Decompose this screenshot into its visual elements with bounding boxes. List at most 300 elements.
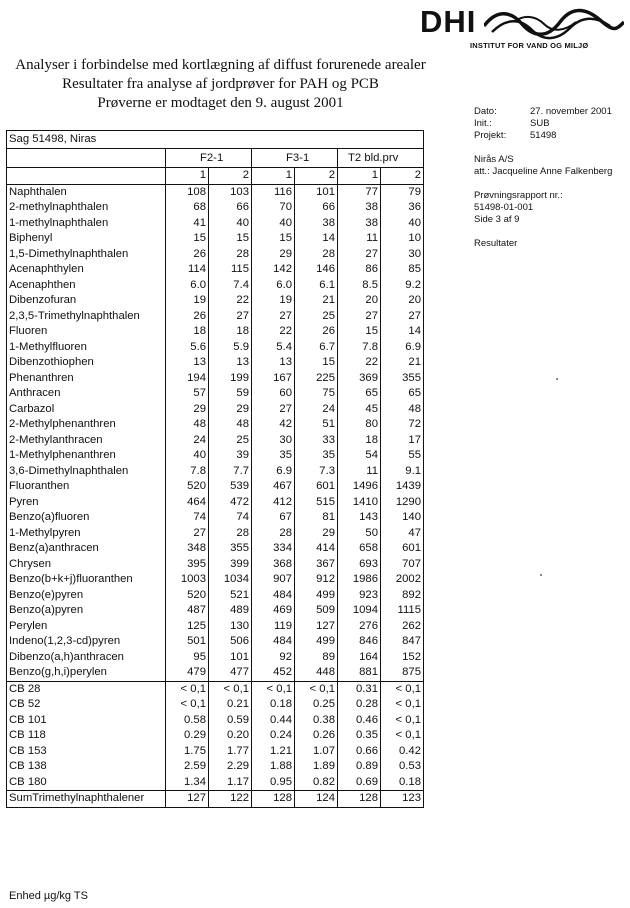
value-cell: 27 [338,247,381,263]
value-cell: 66 [295,200,338,216]
group-header-row [7,149,424,168]
compound-name: Benzo(e)pyren [9,588,84,601]
table-row [7,324,424,340]
value-cell: 0.59 [209,713,252,729]
table-row [7,665,424,681]
date-value: 27. november 2001 [530,106,612,117]
report-title [8,56,433,113]
title-line-3: Prøverne er modtaget den 9. august 2001 [97,95,344,111]
value-cell: 119 [252,619,295,635]
value-cell: 368 [252,557,295,573]
compound-name: Naphthalen [9,185,67,198]
value-cell: 15 [252,231,295,247]
value-cell: 27 [338,309,381,325]
value-cell: 0.18 [381,775,424,791]
sum-row [7,791,424,808]
compound-name: CB 118 [9,729,46,742]
value-cell: 33 [295,433,338,449]
logo-tagline: INSTITUT FOR VAND OG MILJØ [470,41,589,50]
value-cell: 42 [252,417,295,433]
report-number: 51498-01-001 [474,202,534,213]
value-cell: 128 [338,791,381,808]
value-cell: 0.26 [295,728,338,744]
value-cell: 499 [295,588,338,604]
value-cell: 539 [209,479,252,495]
project-value: 51498 [530,130,557,141]
value-cell: 0.25 [295,697,338,713]
value-cell: < 0,1 [381,697,424,713]
compound-name: Chrysen [9,557,52,570]
wave-logo-icon [484,8,624,40]
value-cell: 40 [209,216,252,232]
compound-name: Pyren [9,495,39,508]
value-cell: 7.3 [295,464,338,480]
table-row [7,681,424,697]
value-cell: 2002 [381,572,424,588]
value-cell: 1410 [338,495,381,511]
value-cell: 92 [252,650,295,666]
table-row [7,495,424,511]
value-cell: 67 [252,510,295,526]
value-cell: 40 [166,448,209,464]
case-row [7,131,424,149]
replicate-header-row [7,168,424,185]
value-cell: 10 [381,231,424,247]
value-cell: 464 [166,495,209,511]
value-cell: 79 [381,184,424,200]
value-cell: 103 [209,184,252,200]
section-label: Resultater [474,238,518,249]
value-cell: 501 [166,634,209,650]
value-cell: 51 [295,417,338,433]
compound-name: Anthracen [9,387,61,400]
value-cell: 469 [252,603,295,619]
value-cell: 20 [381,293,424,309]
attention-line: att.: Jacqueline Anne Falkenberg [474,166,613,177]
table-row [7,572,424,588]
value-cell: 5.4 [252,340,295,356]
init-label: Init.: [474,118,492,129]
value-cell: 127 [166,791,209,808]
value-cell: 89 [295,650,338,666]
value-cell: 1.17 [209,775,252,791]
value-cell: < 0,1 [381,728,424,744]
value-cell: 18 [209,324,252,340]
value-cell: 18 [338,433,381,449]
value-cell: 9.1 [381,464,424,480]
compound-name: 1-methylnaphthalen [9,216,109,229]
value-cell: 395 [166,557,209,573]
value-cell: 75 [295,386,338,402]
compound-name: 2,3,5-Trimethylnaphthalen [9,309,140,322]
table-row [7,650,424,666]
value-cell: 11 [338,231,381,247]
table-row [7,713,424,729]
value-cell: < 0,1 [252,681,295,697]
value-cell: 35 [252,448,295,464]
value-cell: 74 [209,510,252,526]
scan-speck [556,378,558,380]
value-cell: 0.29 [166,728,209,744]
report-number-label: Prøvningsrapport nr.: [474,190,563,201]
results-table [6,130,424,808]
value-cell: 20 [338,293,381,309]
value-cell: 399 [209,557,252,573]
compound-name: Acenaphthen [9,278,76,291]
table-row [7,448,424,464]
value-cell: 1496 [338,479,381,495]
unit-note: Enhed µg/kg TS [9,890,88,902]
value-cell: 142 [252,262,295,278]
value-cell: 25 [209,433,252,449]
value-cell: 65 [338,386,381,402]
title-line-2: Resultater fra analyse af jordprøver for PAH og PCB [62,76,379,92]
value-cell: 515 [295,495,338,511]
value-cell: 39 [209,448,252,464]
table-row [7,340,424,356]
table-row [7,697,424,713]
value-cell: 6.9 [252,464,295,480]
value-cell: 18 [166,324,209,340]
value-cell: 72 [381,417,424,433]
compound-name: Dibenzo(a,h)anthracen [9,650,124,663]
table-row [7,744,424,760]
compound-name: Perylen [9,619,48,632]
value-cell: 41 [166,216,209,232]
value-cell: 489 [209,603,252,619]
value-cell: < 0,1 [209,681,252,697]
compound-name: Carbazol [9,402,55,415]
value-cell: 262 [381,619,424,635]
value-cell: 27 [209,309,252,325]
value-cell: < 0,1 [166,681,209,697]
value-cell: 0.69 [338,775,381,791]
value-cell: 81 [295,510,338,526]
value-cell: 21 [381,355,424,371]
value-cell: 1.21 [252,744,295,760]
value-cell: 6.0 [252,278,295,294]
table-row [7,603,424,619]
value-cell: 907 [252,572,295,588]
group-header: T2 bld.prv [338,149,424,168]
value-cell: 140 [381,510,424,526]
value-cell: 1.34 [166,775,209,791]
value-cell: 414 [295,541,338,557]
group-header: F3-1 [252,149,338,168]
value-cell: 0.82 [295,775,338,791]
value-cell: 127 [295,619,338,635]
value-cell: 520 [166,588,209,604]
case-title: Sag 51498, Niras [7,131,424,149]
value-cell: 25 [295,309,338,325]
table-row [7,231,424,247]
value-cell: 17 [381,433,424,449]
compound-name: Benzo(g,h,i)perylen [9,666,107,679]
table-row [7,479,424,495]
page-number: Side 3 af 9 [474,214,520,225]
compound-name: 2-Methylphenanthren [9,418,116,431]
value-cell: 1115 [381,603,424,619]
value-cell: 48 [381,402,424,418]
value-cell: 479 [166,665,209,681]
value-cell: 24 [166,433,209,449]
value-cell: 707 [381,557,424,573]
value-cell: 0.42 [381,744,424,760]
value-cell: 467 [252,479,295,495]
compound-name: Indeno(1,2,3-cd)pyren [9,635,121,648]
replicate-header: 2 [209,168,252,185]
value-cell: 355 [209,541,252,557]
value-cell: 66 [209,200,252,216]
logo-wordmark: DHI [420,4,477,39]
value-cell: 38 [295,216,338,232]
table-row [7,262,424,278]
compound-name: Fluoren [9,325,48,338]
value-cell: 30 [381,247,424,263]
value-cell: 1986 [338,572,381,588]
value-cell: 95 [166,650,209,666]
value-cell: 2.59 [166,759,209,775]
value-cell: 355 [381,371,424,387]
compound-name: Fluoranthen [9,480,70,493]
value-cell: 1.75 [166,744,209,760]
value-cell: 40 [381,216,424,232]
value-cell: 0.95 [252,775,295,791]
value-cell: 130 [209,619,252,635]
value-cell: 13 [166,355,209,371]
value-cell: 13 [209,355,252,371]
value-cell: 47 [381,526,424,542]
value-cell: 0.53 [381,759,424,775]
value-cell: 0.44 [252,713,295,729]
table-row [7,216,424,232]
value-cell: 27 [381,309,424,325]
value-cell: 167 [252,371,295,387]
compound-name: Biphenyl [9,232,53,245]
value-cell: 26 [166,309,209,325]
value-cell: 923 [338,588,381,604]
compound-name: SumTrimethylnaphthalener [7,791,166,808]
compound-name: CB 180 [9,775,47,788]
table-row [7,200,424,216]
value-cell: 30 [252,433,295,449]
compound-name: CB 28 [7,681,166,697]
table-row [7,728,424,744]
value-cell: 1.07 [295,744,338,760]
compound-name: 1-Methylpyren [9,526,81,539]
compound-name: Benzo(a)fluoren [9,511,90,524]
replicate-header: 1 [252,168,295,185]
compound-name: CB 52 [9,698,41,711]
init-value: SUB [530,118,550,129]
value-cell: 13 [252,355,295,371]
value-cell: < 0,1 [295,681,338,697]
value-cell: 70 [252,200,295,216]
value-cell: 846 [338,634,381,650]
value-cell: 28 [209,247,252,263]
value-cell: 412 [252,495,295,511]
value-cell: 29 [295,526,338,542]
value-cell: 28 [295,247,338,263]
value-cell: 55 [381,448,424,464]
value-cell: 152 [381,650,424,666]
value-cell: 116 [252,184,295,200]
table-row [7,541,424,557]
value-cell: 24 [295,402,338,418]
value-cell: 1439 [381,479,424,495]
value-cell: 334 [252,541,295,557]
value-cell: 1003 [166,572,209,588]
value-cell: 0.58 [166,713,209,729]
value-cell: 8.5 [338,278,381,294]
value-cell: 348 [166,541,209,557]
value-cell: 85 [381,262,424,278]
compound-name: Phenanthren [9,371,74,384]
value-cell: 0.24 [252,728,295,744]
value-cell: 509 [295,603,338,619]
value-cell: 86 [338,262,381,278]
value-cell: 7.8 [166,464,209,480]
table-row [7,355,424,371]
replicate-header: 1 [166,168,209,185]
scan-speck [540,574,542,576]
value-cell: 0.20 [209,728,252,744]
value-cell: 35 [295,448,338,464]
table-row [7,588,424,604]
value-cell: 28 [209,526,252,542]
value-cell: 45 [338,402,381,418]
value-cell: 15 [338,324,381,340]
value-cell: 499 [295,634,338,650]
value-cell: 38 [338,200,381,216]
value-cell: 50 [338,526,381,542]
value-cell: 367 [295,557,338,573]
value-cell: 693 [338,557,381,573]
value-cell: 1094 [338,603,381,619]
compound-name: Dibenzofuran [9,294,77,307]
value-cell: 0.38 [295,713,338,729]
client-name: Nirås A/S [474,154,514,165]
value-cell: 448 [295,665,338,681]
date-label: Dato: [474,106,497,117]
project-label: Projekt: [474,130,507,141]
value-cell: 225 [295,371,338,387]
value-cell: 29 [252,247,295,263]
table-row [7,386,424,402]
value-cell: 101 [295,184,338,200]
value-cell: 27 [252,402,295,418]
value-cell: 123 [381,791,424,808]
table-row [7,309,424,325]
compound-name: 1-Methylfluoren [9,340,87,353]
value-cell: 0.46 [338,713,381,729]
table-row [7,417,424,433]
value-cell: 128 [252,791,295,808]
table-row [7,433,424,449]
value-cell: 5.9 [209,340,252,356]
value-cell: 658 [338,541,381,557]
value-cell: 0.66 [338,744,381,760]
compound-name: 3,6-Dimethylnaphthalen [9,464,129,477]
dhi-logo [418,4,626,56]
value-cell: 7.4 [209,278,252,294]
value-cell: 199 [209,371,252,387]
compound-name: 1,5-Dimethylnaphthalen [9,247,129,260]
compound-name: Benz(a)anthracen [9,542,99,555]
value-cell: 19 [252,293,295,309]
value-cell: 26 [166,247,209,263]
compound-name: Benzo(b+k+j)fluoranthen [9,573,133,586]
value-cell: 15 [166,231,209,247]
value-cell: 38 [338,216,381,232]
report-info [474,106,628,250]
value-cell: 276 [338,619,381,635]
value-cell: 77 [338,184,381,200]
value-cell: 27 [166,526,209,542]
table-row [7,402,424,418]
value-cell: 9.2 [381,278,424,294]
value-cell: 22 [209,293,252,309]
value-cell: 21 [295,293,338,309]
value-cell: 122 [209,791,252,808]
value-cell: 0.35 [338,728,381,744]
value-cell: 1290 [381,495,424,511]
value-cell: 146 [295,262,338,278]
value-cell: 125 [166,619,209,635]
value-cell: 0.21 [209,697,252,713]
compound-name: Acenaphthylen [9,263,84,276]
compound-name: 2-methylnaphthalen [9,201,109,214]
value-cell: 101 [209,650,252,666]
value-cell: 5.6 [166,340,209,356]
table-row [7,184,424,200]
value-cell: 28 [252,526,295,542]
value-cell: 601 [295,479,338,495]
value-cell: 15 [209,231,252,247]
value-cell: 60 [252,386,295,402]
value-cell: 57 [166,386,209,402]
value-cell: 14 [381,324,424,340]
replicate-header: 2 [295,168,338,185]
value-cell: < 0,1 [381,713,424,729]
value-cell: 1.77 [209,744,252,760]
value-cell: 11 [338,464,381,480]
value-cell: 14 [295,231,338,247]
compound-name: CB 153 [9,744,47,757]
value-cell: 143 [338,510,381,526]
value-cell: 521 [209,588,252,604]
value-cell: 29 [209,402,252,418]
value-cell: 0.28 [338,697,381,713]
value-cell: 194 [166,371,209,387]
value-cell: 22 [338,355,381,371]
table-row [7,526,424,542]
value-cell: 452 [252,665,295,681]
value-cell: 1.89 [295,759,338,775]
value-cell: 164 [338,650,381,666]
value-cell: 36 [381,200,424,216]
compound-name: CB 101 [9,713,47,726]
compound-name: CB 138 [9,760,47,773]
value-cell: 124 [295,791,338,808]
value-cell: 0.89 [338,759,381,775]
value-cell: 59 [209,386,252,402]
compound-name: 2-Methylanthracen [9,433,103,446]
value-cell: 6.9 [381,340,424,356]
value-cell: < 0,1 [381,681,424,697]
value-cell: 48 [209,417,252,433]
value-cell: 108 [166,184,209,200]
